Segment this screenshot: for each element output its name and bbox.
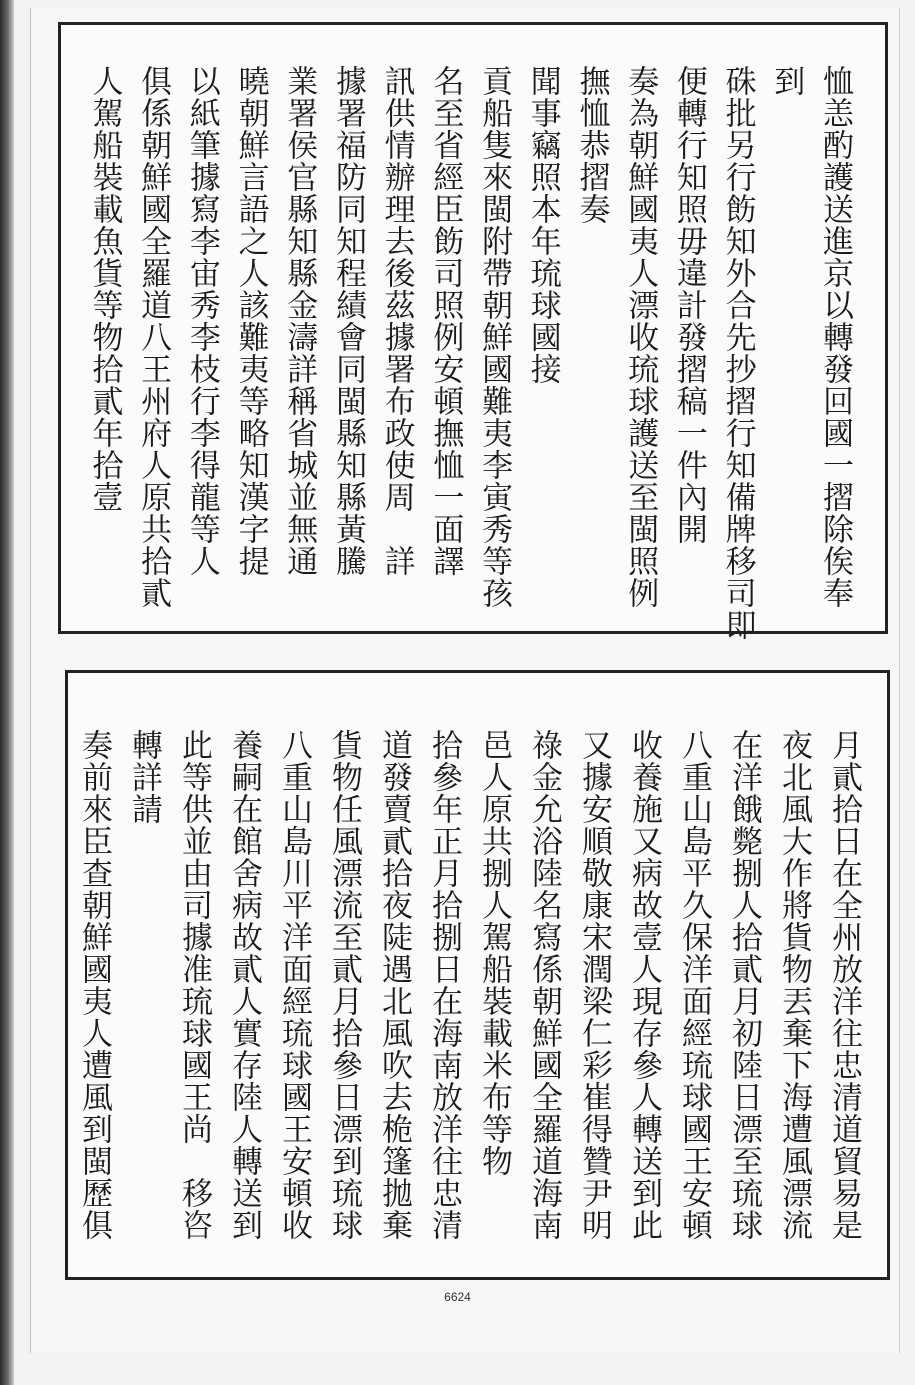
text-column: 祿金允浴陸名寫係朝鮮國全羅道海南: [526, 729, 562, 1241]
text-column: 貢船隻來閩附帶朝鮮國難夷李寅秀等孩: [476, 65, 513, 609]
text-column: 八重山島川平洋面經琉球國王安頓收: [276, 729, 312, 1241]
text-column: 養嗣在館舍病故貳人實存陸人轉送到: [226, 729, 262, 1241]
text-column: 邑人原共捌人駕船裝載米布等物: [476, 729, 512, 1177]
text-column: 到: [768, 65, 805, 97]
book-binding-edge: [0, 0, 14, 1385]
text-column: 轉詳請: [126, 729, 162, 825]
text-column: 夜北風大作將貨物丟棄下海遭風漂流: [776, 729, 812, 1241]
page-number: 6624: [444, 1290, 471, 1304]
text-column: 俱係朝鮮國全羅道八王州府人原共拾貳: [135, 65, 172, 609]
text-column: 奏前來臣查朝鮮國夷人遭風到閩歷俱: [76, 729, 112, 1241]
text-column: 又據安順敬康宋潤梁仁彩崔得贊尹明: [576, 729, 612, 1241]
text-column: 業署侯官縣知縣金濤詳稱省城並無通: [281, 65, 318, 577]
top-panel-text: [86, 65, 859, 641]
text-column: 道發賣貳拾夜陡遇北風吹去桅篷拋棄: [376, 729, 412, 1241]
text-column: 拾參年正月拾捌日在海南放洋往忠清: [426, 729, 462, 1241]
text-column: 聞事竊照本年琉球國接: [524, 65, 561, 385]
text-column: 八重山島平久保洋面經琉球國王安頓: [676, 729, 712, 1241]
text-column: 恤恙酌護送進京以轉發回國一摺除俟奉: [817, 65, 853, 609]
text-column: 收養施又病故壹人現存參人轉送到此: [626, 729, 662, 1241]
text-column: 名至省經臣飭司照例安頓撫恤一面譯: [427, 65, 464, 577]
text-column: 據署福防同知程績會同閩縣知縣黃騰: [329, 65, 366, 577]
text-column: 此等供並由司據准琉球國王尚 移咨: [176, 729, 212, 1241]
text-column: 硃批另行飭知外合先抄摺行知備牌移司即: [719, 65, 756, 641]
bottom-manuscript-panel: [65, 670, 890, 1280]
bottom-panel-text: [76, 729, 869, 1255]
text-column: 以紙筆據寫李宙秀李枝行李得龍等人: [183, 65, 220, 577]
text-column: 曉朝鮮言語之人該難夷等略知漢字提: [232, 65, 269, 577]
text-column: 在洋餓斃捌人拾貳月初陸日漂至琉球: [726, 729, 762, 1241]
text-column: 便轉行知照毋違計發摺稿一件內開: [670, 65, 707, 545]
text-column: 撫恤恭摺奏: [573, 65, 610, 225]
text-column: 人駕船裝載魚貨等物拾貳年拾壹: [86, 65, 123, 513]
top-manuscript-panel: [58, 22, 888, 641]
text-column: 訊供情辦理去後茲據署布政使周 詳: [378, 65, 415, 577]
text-column: 奏為朝鮮國夷人漂收琉球護送至閩照例: [622, 65, 659, 609]
text-column: 月貳拾日在全州放洋往忠清道貿易是: [826, 729, 862, 1241]
text-column: 貨物任風漂流至貳月拾參日漂到琉球: [326, 729, 362, 1241]
